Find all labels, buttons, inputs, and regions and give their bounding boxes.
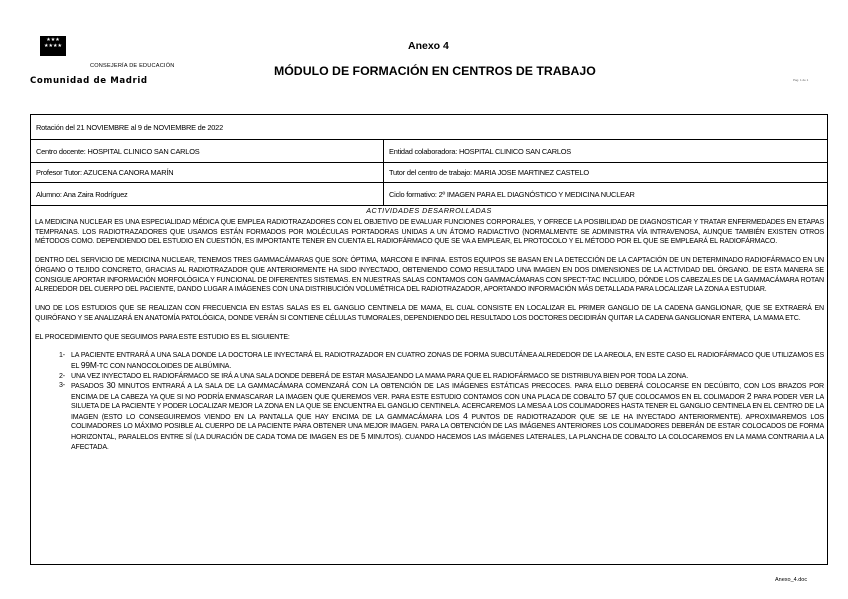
paragraph-2: DENTRO DEL SERVICIO DE MEDICINA NUCLEAR, TENEMOS TRES GAMMACÁMARAS QUE SON: ÓPTIMA, MARCONI E INFINIA. ESTOS EQUIPOS SE BASAN EN LA DETECCIÓN DE LA CAPTACIÓN DE UN DETERMINADO RADIOFÁRMACO EN UN ÓRGANO O TEJIDO CONCRETO, GRACIAS AL RADIOTRAZADOR QUE ANTERIORMENTE HA SIDO INYECTADO, OBTENIENDO COMO RESULTADO UNA IMAGEN EN DOS DIMENSIONES DE LA ACTIVIDAD DEL ÓRGANO. DE ESTA MANERA SE CONSIGUE APORTAR INFORMACIÓN MORFOLÓGICA Y FUNCIONAL DE DIFERENTES SISTEMAS. EN NUESTRAS SALAS CONTAMOS CON GAMMACÁMARAS CON SPECT-TAC INCLUIDO, DÓNDE LOS CABEZALES DE LA GAMMACÁMARA ROTAN ALREDEDOR DEL CUERPO DEL PACIENTE, DANDO LUGAR A IMÁGENES CON UNA DISTRIBUCIÓN VOLUMÉTRICA DEL RADIOTRAZADOR, APORTANDO INFORMACIÓN MÁS DETALLADA PARA LOCALIZAR LA ZONA A ESTUDIAR. xyxy=(35,257,824,294)
anexo-title: Anexo 4 xyxy=(408,40,449,52)
file-name-footer: Anexo_4.doc xyxy=(775,577,808,583)
comunidad-madrid-logo xyxy=(40,36,66,56)
rotacion-row xyxy=(31,115,827,140)
actividades-heading: ACTIVIDADES DESARROLLADAS xyxy=(366,206,492,215)
procedure-list xyxy=(35,351,824,452)
list-number: 1- xyxy=(59,352,65,360)
document-title: MÓDULO DE FORMACIÓN EN CENTROS DE TRABAJO xyxy=(274,64,596,78)
entidad-field: Entidad colaboradora: HOSPITAL CLINICO SAN CARLOS xyxy=(389,146,572,156)
list-number: 3- xyxy=(59,382,65,390)
activities-content xyxy=(35,218,824,452)
ciclo-field: Ciclo formativo: 2º IMAGEN PARA EL DIAGNÓSTICO Y MEDICINA NUCLEAR xyxy=(389,189,635,199)
paragraph-1: LA MEDICINA NUCLEAR ES UNA ESPECIALIDAD MÉDICA QUE EMPLEA RADIOTRAZADORES CON EL OBJETIVO DE EVALUAR FUNCIONES CORPORALES, Y OFRECE LA POSIBILIDAD DE DIAGNOSTICAR Y TRATAR ENFERMEDADES EN ETAPAS TEMPRANAS. LOS RADIOTRAZADORES QUE USAMOS ESTÁN FORMADOS POR MOLÉCULAS PORTADORAS UNIDAS A UN ÁTOMO RADIACTIVO (NORMALMENTE SE ADMINISTRA VÍA INTRAVENOSA, AUNQUE TAMBIÉN EXISTEN OTROS MÉTODOS COMO. DEPENDIENDO DEL ESTUDIO EN CUESTIÓN, ES IMPORTANTE TENER EN CUENTA EL RADIOFÁRMACO QUE SE VA A EMPLEAR, EL PROTOCOLO Y EL MÉTODO POR EL QUE SE EMPLEARÁ EL RADIOFÁRMACO. xyxy=(35,219,824,246)
consejeria-label: CONSEJERÍA DE EDUCACIÓN xyxy=(90,63,175,69)
alumno-row xyxy=(31,183,827,206)
list-item: 3- PASADOS 30 MINUTOS ENTRARÁ A LA SALA DE LA GAMMACÁMARA COMENZARÁ CON LA OBTENCIÓN DE LAS IMÁGENES ESTÁTICAS PRECOCES. PARA ELLO DEBERÁ COLOCARSE EN DECÚBITO, CON LOS BRAZOS POR ENCIMA DE LA CABEZA YA QUE SI NO PODRÍA ENMASCARAR LA IMAGEN QUE QUEREMOS VER. PARA ESTE ESTUDIO CONTAMOS CON UNA PLACA DE COBALTO 57 QUE COLOCAMOS EN EL COLIMADOR 2 PARA PODER VER LA SILUETA DE LA PACIENTE Y PODER LOCALIZAR MEJOR LA ZONA EN LA QUE SE ENCUENTRA EL GANGLIO CENTINELA. ACERCAREMOS LA MESA A LOS COLIMADORES HASTA TENER EL GANGLIO CENTINELA EN EL CENTRO DE LA IMAGEN (ESTO LO CONSEGUIREMOS VIENDO EN LA PANTALLA QUE HAY ENCIMA DE LA GAMMACÁMARA LOS 4 PUNTOS DE RADIOTRAZADOR QUE SE LE HA INYECTADO ANTERIORMENTE). APROXIMAREMOS LOS COLIMADORES LO MÁXIMO POSIBLE AL CUERPO DE LA PACIENTE PARA OBTENER UNA MEJOR IMAGEN. PARA LA OBTENCIÓN DE LAS IMÁGENES ANTERIORES LOS COLIMADORES DEBERÁN DE ESTAR COLOCADOS DE FORMA HORIZONTAL, PARALELOS ENTRE SÍ (LA DURACIÓN DE CADA TOMA DE IMAGEN ES DE 5 MINUTOS). CUANDO HACEMOS LAS IMÁGENES LATERALES, LA PLANCHA DE COBALTO LA COLOCAREMOS EN LA MAMA CONTRARIA A LA AFECTADA. xyxy=(59,380,824,451)
centro-row xyxy=(31,140,827,163)
list-item: 1- LA PACIENTE ENTRARÁ A UNA SALA DONDE LA DOCTORA LE INYECTARÁ EL RADIOTRAZADOR EN CUATRO ZONAS DE FORMA SUBCUTÁNEA ALREDEDOR DE LA AREOLA, EN ESTE CASO EL RADIOFÁRMACO QUE UTILIZAMOS ES EL 99M-TC CON NANOCOLOIDES DE ALBÚMINA. xyxy=(59,352,824,370)
page-number: Pag. 1 de 1 xyxy=(793,78,809,82)
comunidad-label: Comunidad de Madrid xyxy=(30,76,148,86)
centro-docente-field: Centro docente: HOSPITAL CLINICO SAN CARLOS xyxy=(36,146,200,156)
column-divider xyxy=(383,140,384,206)
form-frame xyxy=(30,114,828,565)
rotacion-field: Rotación del 21 NOVIEMBRE al 9 de NOVIEMBRE de 2022 xyxy=(36,122,223,132)
alumno-field: Alumno: Ana Zaira Rodríguez xyxy=(36,189,128,199)
logo-stars: ★★★ ★★★★ xyxy=(44,37,62,49)
tutor-centro-field: Tutor del centro de trabajo: MARIA JOSE MARTINEZ CASTELO xyxy=(389,168,589,177)
paragraph-4: EL PROCEDIMIENTO QUE SEGUIMOS PARA ESTE ESTUDIO ES EL SIGUIENTE: xyxy=(35,334,290,342)
paragraph-3: UNO DE LOS ESTUDIOS QUE SE REALIZAN CON FRECUENCIA EN ESTAS SALAS ES EL GANGLIO CENTINELA DE MAMA, EL CUAL CONSISTE EN LOCALIZAR EL PRIMER GANGLIO DE LA CADENA GANGLIONAR, QUE SE EXTRAERÁ EN QUIRÓFANO Y SE ANALIZARÁ EN ANATOMÍA PATOLÓGICA, DONDE VERÁN SI CONTIENE CÉLULAS TUMORALES, DEPENDIENDO DEL RESULTADO LOS DOCTORES DECIDIRÁN QUITAR LA CADENA GANGLIONAR ENTERA, LA MAMA ETC. xyxy=(35,305,824,322)
list-item: 2- UNA VEZ INYECTADO EL RADIOFÁRMACO SE IRÁ A UNA SALA DONDE DEBERÁ DE ESTAR MASAJEANDO LA MAMA PARA QUE EL RADIOFÁRMACO SE DISTRIBUYA BIEN POR TODA LA ZONA. xyxy=(59,372,689,380)
profesor-tutor-field: Profesor Tutor: AZUCENA CANORA MARÍN xyxy=(36,168,174,177)
tutor-row xyxy=(31,163,827,183)
list-number: 2- xyxy=(59,372,65,380)
